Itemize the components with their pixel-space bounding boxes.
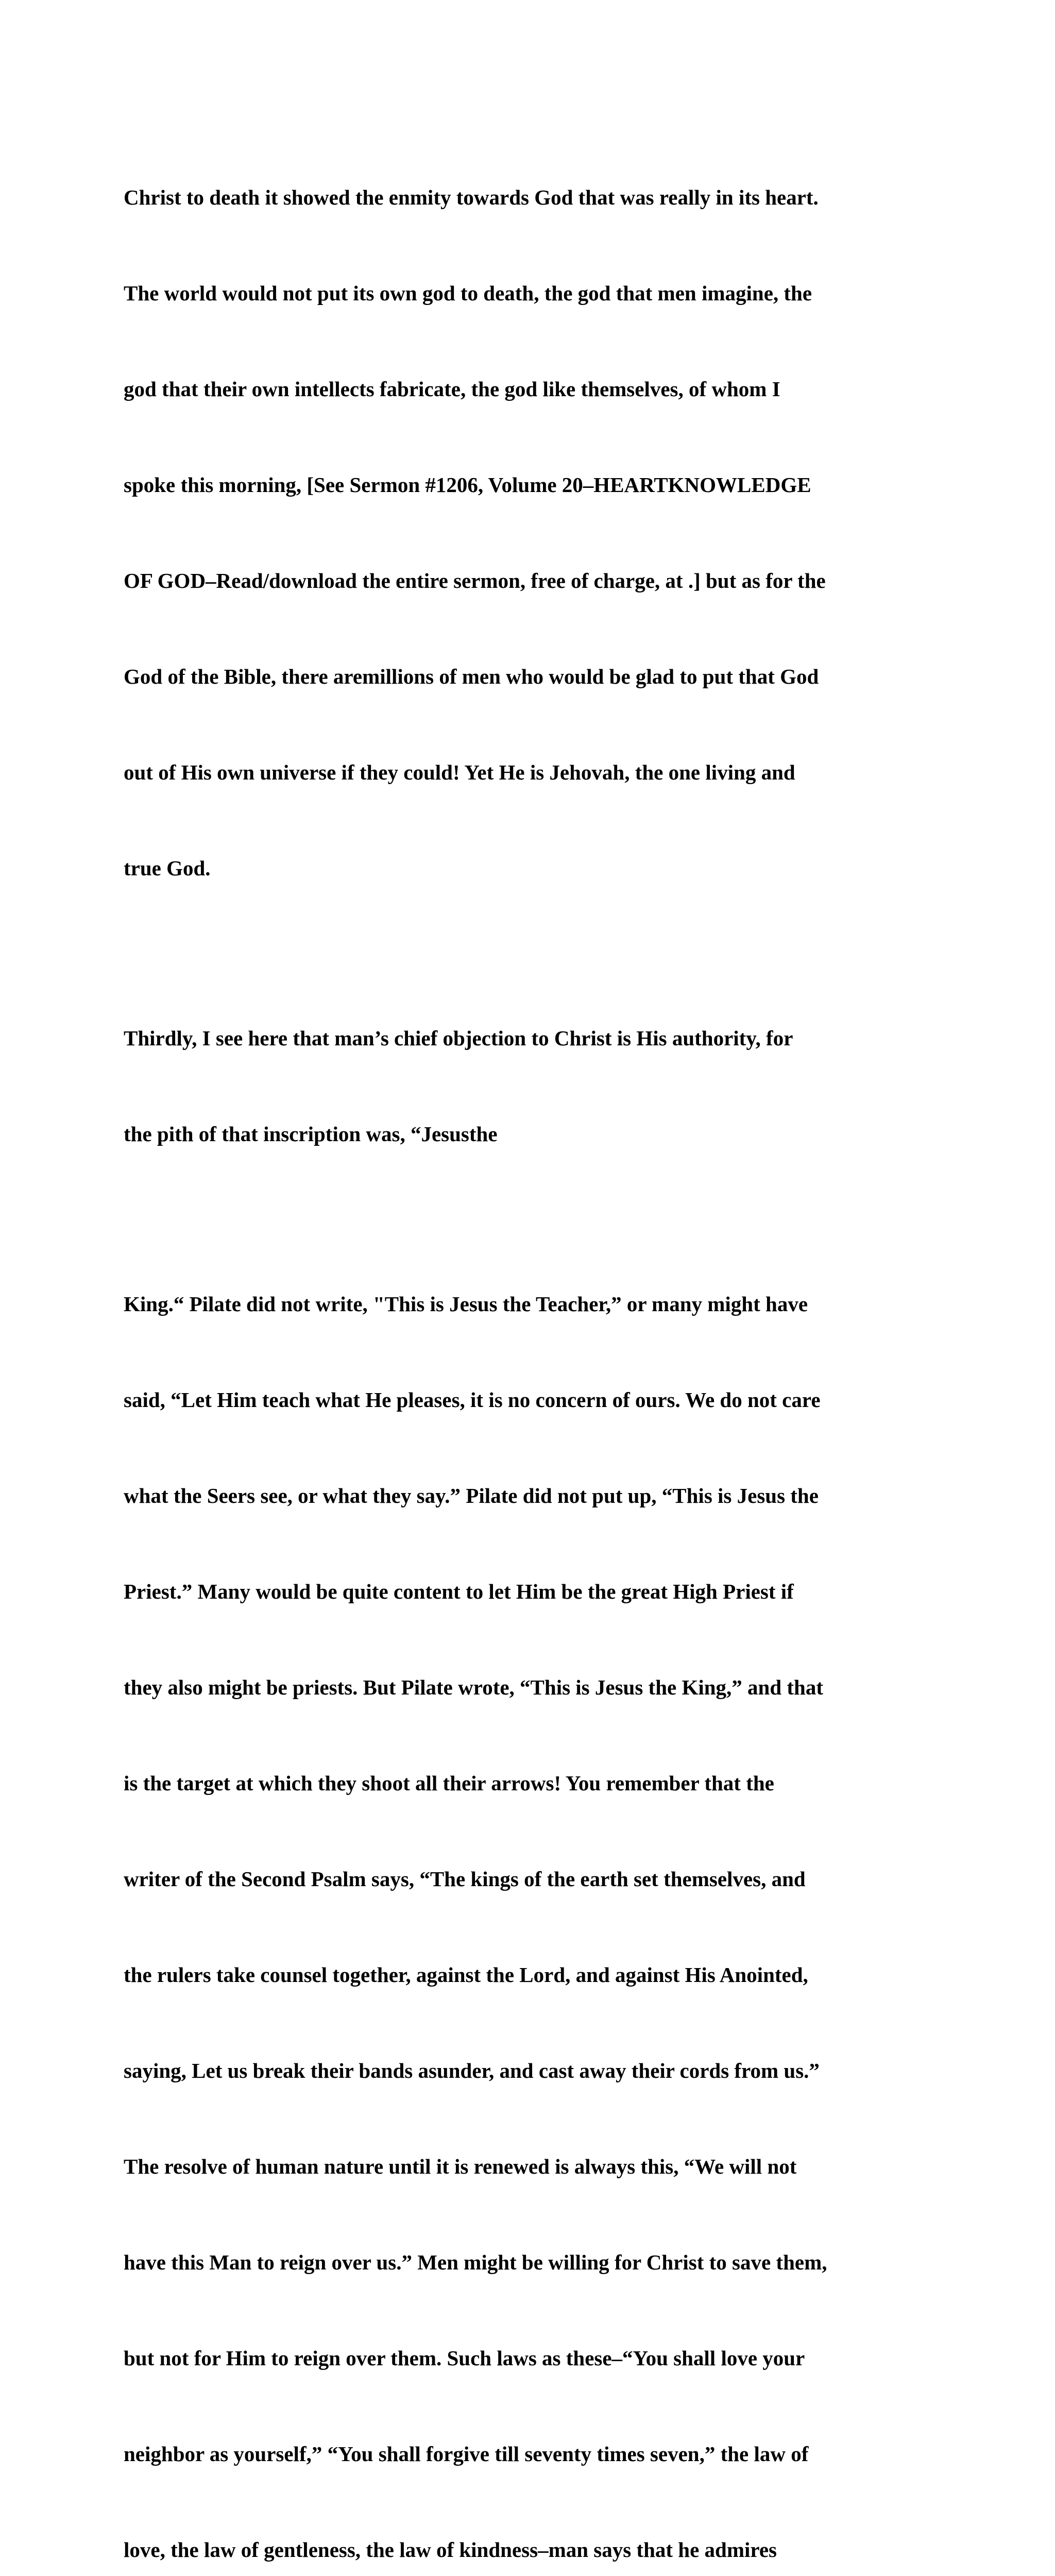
- text-line: The resolve of human nature until it is renewed is always this, “We will not: [124, 2155, 797, 2178]
- text-line: neighbor as yourself,” “You shall forgive till seventy times seven,” the law of: [124, 2442, 809, 2466]
- text-line: out of His own universe if they could! Yet He is Jehovah, the one living and: [124, 760, 795, 784]
- paragraph-3: [124, 1224, 948, 2576]
- text-line: Thirdly, I see here that man’s chief objection to Christ is His authority, for: [124, 1026, 793, 1050]
- text-line: OF GOD–Read/download the entire sermon, free of charge, at .] but as for the: [124, 569, 826, 592]
- text-line: writer of the Second Psalm says, “The kings of the earth set themselves, and: [124, 1867, 806, 1891]
- body-text: [124, 117, 948, 2576]
- text-line: god that their own intellects fabricate, the god like themselves, of whom I: [124, 377, 780, 401]
- paragraph-1: [124, 117, 948, 948]
- text-line: true God.: [124, 856, 211, 880]
- text-line: what the Seers see, or what they say.” Pilate did not put up, “This is Jesus the: [124, 1484, 819, 1507]
- text-line: the pith of that inscription was, “Jesusthe: [124, 1122, 498, 1146]
- text-line: Christ to death it showed the enmity towards God that was really in its heart.: [124, 185, 819, 209]
- text-line: God of the Bible, there aremillions of men who would be glad to put that God: [124, 665, 819, 688]
- text-line: Priest.” Many would be quite content to let Him be the great High Priest if: [124, 1580, 794, 1603]
- text-line: but not for Him to reign over them. Such laws as these–“You shall love your: [124, 2346, 805, 2370]
- paragraph-2: [124, 958, 948, 1214]
- text-line: they also might be priests. But Pilate wrote, “This is Jesus the King,” and that: [124, 1675, 824, 1699]
- text-line: love, the law of gentleness, the law of kindness–man says that he admires: [124, 2538, 777, 2562]
- text-line: saying, Let us break their bands asunder, and cast away their cords from us.”: [124, 2059, 820, 2082]
- text-line: King.“ Pilate did not write, "This is Jesus the Teacher,” or many might have: [124, 1292, 808, 1316]
- text-line: the rulers take counsel together, against the Lord, and against His Anointed,: [124, 1963, 808, 1987]
- text-line: have this Man to reign over us.” Men might be willing for Christ to save them,: [124, 2250, 827, 2274]
- text-line: spoke this morning, [See Sermon #1206, Volume 20–HEARTKNOWLEDGE: [124, 473, 811, 497]
- text-line: said, “Let Him teach what He pleases, it is no concern of ours. We do not care: [124, 1388, 821, 1412]
- text-line: is the target at which they shoot all their arrows! You remember that the: [124, 1771, 774, 1795]
- text-line: The world would not put its own god to death, the god that men imagine, the: [124, 281, 812, 305]
